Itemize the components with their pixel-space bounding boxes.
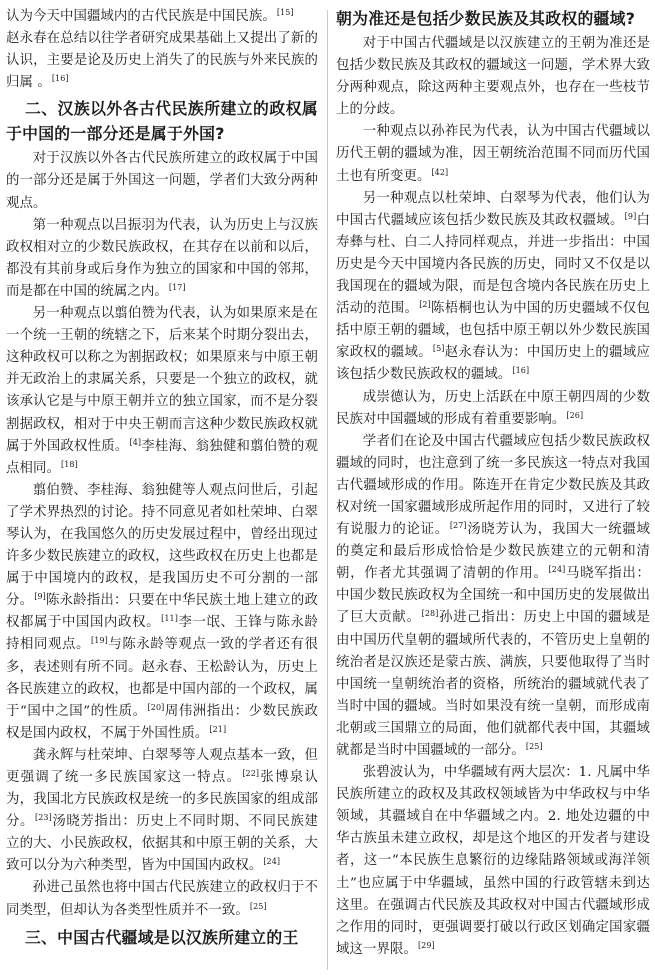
citation-ref: [24]	[263, 857, 281, 867]
citation-ref: [15]	[276, 8, 294, 17]
paragraph-text: 马晓军指出：中国少数民族政权为全国统一和中国历史的发展做出了巨大贡献。	[336, 566, 650, 626]
paragraph-text: 认为今天中国疆域内的古代民族是中国民族。	[6, 9, 276, 24]
body-paragraph	[6, 877, 318, 921]
citation-ref: [27]	[449, 521, 467, 531]
citation-ref: [16]	[512, 366, 530, 376]
paragraph-text: 陈梧桐也认为中国的历史疆域不仅包括中原王朝的疆域，也包括中原王朝以外少数民族国家政权的疆域。	[336, 301, 650, 361]
citation-ref: [4]	[129, 437, 142, 447]
paragraph-text: 汤晓芳认为，我国大一统疆域的奠定和最后形成恰恰是少数民族建立的元朝和清朝，作者尤其强调了清朝的作用。	[336, 522, 650, 582]
citation-ref: [29]	[417, 940, 435, 950]
body-paragraph	[336, 762, 650, 961]
paragraph-text: 对于中国古代疆域是以汉族建立的王朝为准还是包括少数民族及其政权的疆域这一问题，学术界大致分两种观点，除这两种主要观点外，也存在一些枝节上的分歧。	[336, 36, 650, 118]
citation-ref: [23]	[35, 813, 52, 823]
paragraph-text: 翦伯赞、李桂海、翁独健等人观点问世后，引起了学术界热烈的讨论。持不同意见者如杜荣坤、白翠琴认为，在我国悠久的历史发展过程中，曾经出现过许多少数民族建立的政权，这些政权在历史上也都是属于中国境内的政权，是我国历史不可分割的一部分。	[6, 482, 318, 609]
column-divider	[327, 10, 328, 970]
paragraph-text: 孙进己虽然也将中国古代民族建立的政权归于不同类型，但却认为各类型性质并不一致。	[6, 880, 318, 918]
citation-ref: [25]	[249, 901, 267, 911]
body-paragraph	[336, 121, 650, 187]
paragraph-text: 龚永辉与杜荣坤、白翠琴等人观点基本一致，但更强调了统一多民族国家这一特点。	[6, 747, 318, 785]
paragraph-text: 汤晓芳指出：历史上不同时期、不同民族建立的大、小民族政权，依据其和中原王朝的关系，大致可以分为六种类型，皆为中国国内政权。	[6, 814, 318, 874]
citation-ref: [17]	[168, 282, 186, 292]
citation-ref: [28]	[421, 609, 439, 619]
paragraph-text: 李桂海、翁独健和翦伯赞的观点相同。	[6, 438, 318, 476]
citation-ref: [26]	[566, 410, 584, 420]
paragraph-text: 与陈永龄等观点一致的学者还有很多，表述则有所不同。赵永春、王松龄认为，历史上各民族建立的政权，也都是中国内部的一个政权，属于“国中之国”的性质。	[6, 637, 318, 719]
paragraph-text: 对于汉族以外各古代民族所建立的政权属于中国的一部分还是属于外国这一问题，学者们大致分两种观点。	[6, 151, 318, 211]
paragraph-text: 赵永春在总结以往学者研究成果基础上又提出了新的认识，主要是论及历史上消失了的民族与外来民族的归属 。	[6, 31, 318, 91]
citation-ref: [24]	[548, 565, 566, 575]
paragraph-text: 学者们在论及中国古代疆域应包括少数民族政权疆域的同时，也注意到了统一多民族这一特点对我国古代疆域形成的作用。陈连开在肯定少数民族及其政权对统一国家疆域形成所起作用的同时，又进行了较有说服力的论证。	[336, 433, 650, 538]
body-paragraph	[6, 480, 318, 745]
section-heading: 朝为准还是包括少数民族及其政权的疆域?	[336, 9, 636, 28]
body-paragraph	[6, 303, 318, 480]
paragraph-text: 白寿彝与杜、白二人持同样观点，并进一步指出：中国历史是今天中国境内各民族的历史，同时又不仅是以我国现在的疆域为限，而是包含境内各民族在历史上活动的范围。	[336, 212, 650, 317]
citation-ref: [20]	[147, 702, 165, 712]
body-paragraph	[6, 6, 318, 28]
citation-ref: [25]	[525, 742, 543, 751]
body-paragraph	[336, 188, 650, 387]
citation-ref: [18]	[60, 459, 78, 469]
citation-ref: [19]	[91, 636, 108, 646]
paragraph-text: 陈永龄指出：只要在中华民族土地上建立的政权都属于中国国内政权。	[6, 593, 318, 631]
left-column	[6, 6, 318, 952]
paragraph-text: 周伟洲指出：少数民族政权是国内政权，不属于外国性质。	[6, 703, 318, 741]
citation-ref: [9]	[624, 211, 637, 221]
citation-ref: [42]	[431, 167, 449, 177]
body-paragraph	[336, 387, 650, 431]
paragraph-text: 成崇德认为，历史上活跃在中原王朝四周的少数民族对中国疆域的形成有着重要影响。	[336, 389, 650, 427]
citation-ref: [16]	[51, 74, 69, 84]
section-heading: 三、中国古代疆域是以汉族所建立的王	[24, 927, 299, 947]
paragraph-text: 李一氓、王锋与陈永龄持相同观点。	[6, 615, 318, 653]
paragraph-text: 赵永春认为：中国历史上的疆域应该包括少数民族政权的疆域。	[336, 345, 651, 383]
citation-ref: [11]	[161, 614, 178, 624]
paragraph-text: 张博泉认为，我国北方民族政权是统一的多民族国家的组成部分。	[6, 770, 318, 830]
right-column	[336, 6, 650, 961]
paragraph-text: 另一种观点以杜荣坤、白翠琴为代表，他们认为中国古代疆域应该包括少数民族及其政权疆域。	[336, 190, 650, 228]
citation-ref: [22]	[242, 769, 260, 778]
body-paragraph	[6, 28, 318, 94]
citation-ref: [2]	[419, 300, 431, 310]
citation-ref: [21]	[209, 724, 227, 734]
section-heading: 二、汉族以外各古代民族所建立的政权属于中国的一部分还是属于外国?	[6, 99, 318, 144]
paragraph-text: 张碧波认为，中华疆域有两大层次：1. 凡属中华民族所建立的政权及其政权领域皆为中华政权与中华领域，其疆域自在中华疆域之内。2. 地处边疆的中华古族虽未建立政权，却是这个地区的开发者与建设者，这一“本民族生息繁衍的边缘陆路领域或海洋领土”也应属于中华疆域，虽然中国的行政管辖未到达这里。在强调古代民族及其政权对中国古代疆域形成之作用的同时，更强调要打破以行政区划确定国家疆域这一界限。	[336, 765, 650, 957]
paragraph-text: 一种观点以孙祚民为代表，认为中国古代疆域以历代王朝的疆域为准，因王朝统治范围不同而历代国土也有所变更。	[336, 124, 650, 184]
body-paragraph	[6, 148, 318, 214]
body-paragraph	[336, 33, 650, 121]
citation-ref: [9]	[34, 592, 46, 602]
body-paragraph	[336, 431, 650, 762]
paragraph-text: 另一种观点以翦伯赞为代表，认为如果原来是在一个统一王朝的统辖之下，后来某个时期分裂出去，这种政权可以称之为割据政权；如果原来与中原王朝并无政治上的隶属关系，只要是一个独立的政权，就该承认它是与中原王朝并立的独立国家，而不是分裂割据政权，相对于中央王朝而言这种少数民族政权就属于外国政权性质。	[6, 306, 318, 454]
citation-ref: [5]	[432, 344, 445, 354]
body-paragraph	[6, 745, 318, 878]
paragraph-text: 第一种观点以吕振羽为代表，认为历史上与汉族政权相对立的少数民族政权，在其存在以前和以后，都没有其前身或后身作为独立的国家和中国的邻邦，而是都在中国的统属之内。	[6, 217, 318, 299]
paragraph-text: 孙进己指出：历史上中国的疆域是由中国历代皇朝的疆域所代表的，不管历史上皇朝的统治者是汉族还是蒙古族、满族，只要他取得了当时中国统一皇朝统治者的资格，所统治的疆域就代表了当时中国的疆域。当时如果没有统一皇朝，而形成南北朝或三国鼎立的局面，他们就都代表中国，其疆域就都是当时中国疆域的一部分。	[336, 610, 650, 758]
body-paragraph	[6, 215, 318, 303]
